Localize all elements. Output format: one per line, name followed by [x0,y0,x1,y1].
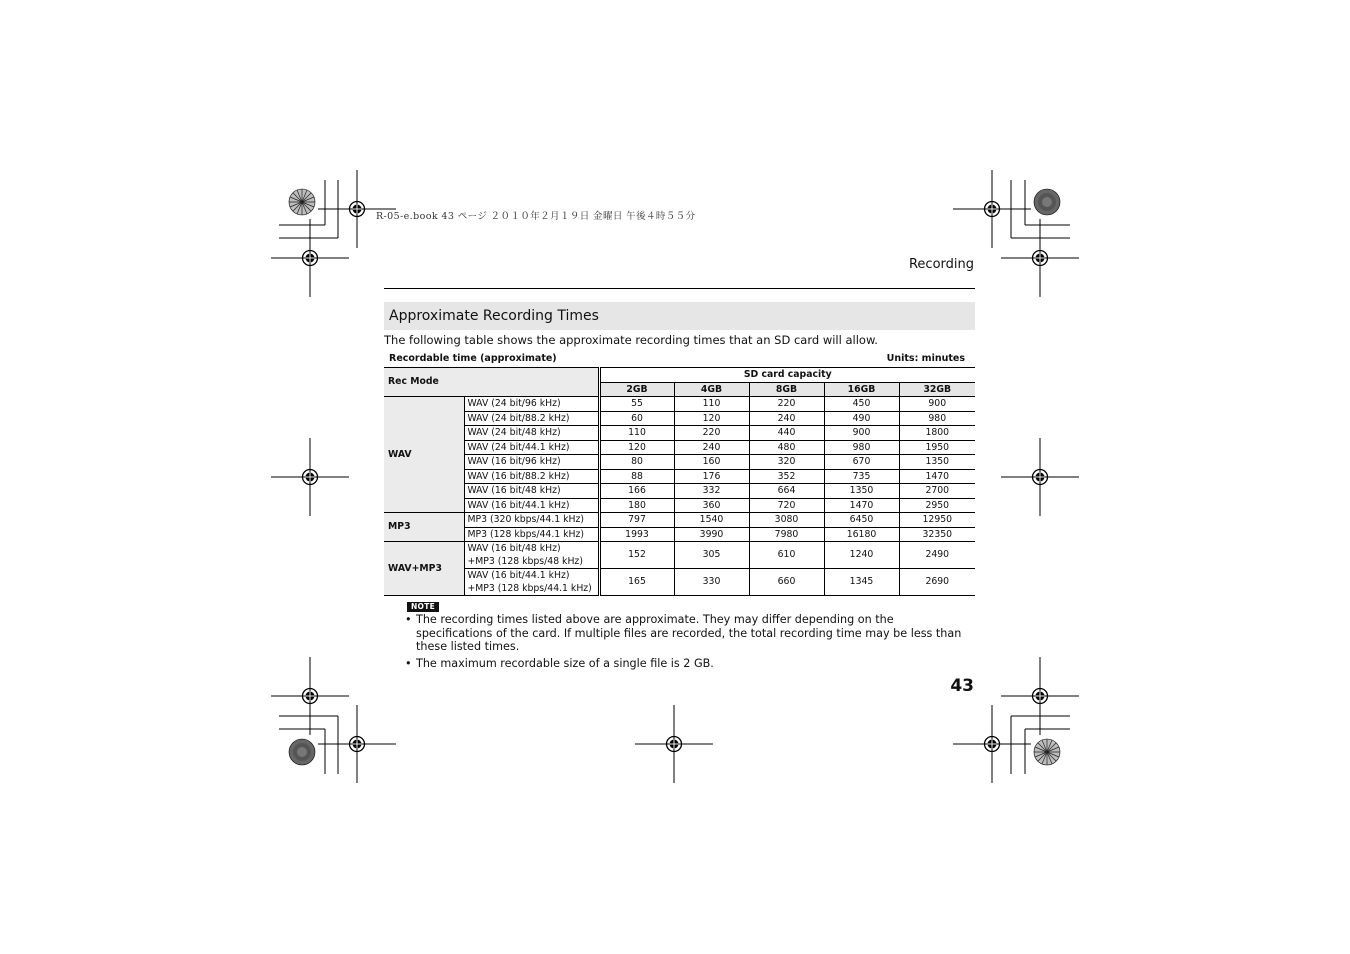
recording-time-cell: 330 [674,569,749,596]
recording-time-cell: 3080 [749,513,824,528]
recording-time-cell: 12950 [899,513,975,528]
recording-time-cell: 1345 [824,569,899,596]
rec-mode-cell [464,527,599,542]
recording-time-cell: 240 [674,440,749,455]
print-info: R-05-e.book 43 ページ ２０１０年２月１９日 金曜日 午後４時５５分 [376,211,696,222]
recording-time-cell: 1350 [899,455,975,470]
recording-time-cell: 220 [749,397,824,412]
recording-time-cell: 735 [824,469,899,484]
recording-time-cell: 165 [599,569,674,596]
rec-mode-cell [464,440,599,455]
rec-mode-cell [464,469,599,484]
recording-time-cell: 2950 [899,498,975,513]
rec-mode-cell [464,569,599,596]
recording-time-cell: 88 [599,469,674,484]
recording-time-cell: 152 [599,542,674,569]
recording-time-cell: 1470 [899,469,975,484]
table-row [384,397,975,412]
note-text: The recording times listed above are approximate. They may differ depending on the specifications of the card. If multiple files are recorded, the total recording time may be less than these listed times. [416,613,962,653]
recording-time-cell: 305 [674,542,749,569]
recording-time-cell: 670 [824,455,899,470]
note-label: NOTE [407,602,439,612]
recording-time-cell: 166 [599,484,674,499]
recording-time-cell: 490 [824,411,899,426]
note-text: The maximum recordable size of a single file is 2 GB. [416,656,714,670]
rec-mode-cell [464,498,599,513]
recording-times-table [384,367,975,596]
recording-time-cell: 120 [674,411,749,426]
table-row [384,569,975,596]
recording-time-cell: 610 [749,542,824,569]
recording-time-cell: 900 [899,397,975,412]
capacity-header: 4GB [674,382,749,397]
table-row [384,440,975,455]
recording-time-cell: 320 [749,455,824,470]
recording-time-cell: 55 [599,397,674,412]
recording-time-cell: 900 [824,426,899,441]
rec-mode-text: WAV (16 bit/44.1 kHz) [467,499,570,511]
rec-mode-cell [464,484,599,499]
recording-time-cell: 6450 [824,513,899,528]
recording-time-cell: 110 [599,426,674,441]
sd-capacity-header: SD card capacity [599,368,975,383]
capacity-header: 32GB [899,382,975,397]
bullet-icon: • [405,613,412,626]
recording-time-cell: 110 [674,397,749,412]
rec-mode-text: WAV (24 bit/88.2 kHz) [467,412,570,424]
rec-mode-text: WAV (16 bit/48 kHz) [467,543,561,554]
rec-mode-text: WAV (16 bit/88.2 kHz) [467,470,570,482]
capacity-header: 2GB [599,382,674,397]
recording-time-cell: 1800 [899,426,975,441]
table-caption: Recordable time (approximate) [389,353,557,364]
rec-mode-cell [464,542,599,569]
recording-time-cell: 2690 [899,569,975,596]
recording-time-cell: 360 [674,498,749,513]
recording-time-cell: 3990 [674,527,749,542]
recording-time-cell: 16180 [824,527,899,542]
intro-paragraph: The following table shows the approximate recording times that an SD card will allow. [384,333,878,347]
recording-time-cell: 32350 [899,527,975,542]
page-number: 43 [950,676,974,696]
rec-mode-text: +MP3 (128 kbps/48 kHz) [467,556,583,567]
table-row [384,484,975,499]
table-row [384,411,975,426]
rec-mode-text: +MP3 (128 kbps/44.1 kHz) [467,583,592,594]
recording-time-cell: 440 [749,426,824,441]
table-units: Units: minutes [886,353,965,364]
recording-time-cell: 720 [749,498,824,513]
mode-group-label: WAV+MP3 [384,542,464,596]
rec-mode-text: WAV (24 bit/44.1 kHz) [467,441,570,453]
recording-time-cell: 797 [599,513,674,528]
recording-time-cell: 180 [599,498,674,513]
note-item [405,613,965,654]
rec-mode-text: WAV (24 bit/48 kHz) [467,427,561,438]
table-header-row [384,368,975,383]
recording-time-cell: 332 [674,484,749,499]
rec-mode-cell [464,411,599,426]
rec-mode-text: WAV (16 bit/96 kHz) [467,456,561,467]
recording-time-cell: 80 [599,455,674,470]
recording-time-cell: 7980 [749,527,824,542]
recording-time-cell: 352 [749,469,824,484]
recording-time-cell: 664 [749,484,824,499]
recording-time-cell: 2700 [899,484,975,499]
section-title: Approximate Recording Times [384,302,975,330]
recording-time-cell: 1950 [899,440,975,455]
table-row [384,527,975,542]
note-item [405,657,965,671]
rec-mode-text: WAV (16 bit/44.1 kHz) [467,570,570,581]
table-row [384,498,975,513]
bullet-icon: • [405,656,412,670]
recording-time-cell: 1240 [824,542,899,569]
recording-time-cell: 120 [599,440,674,455]
rec-mode-cell [464,426,599,441]
header-rule [384,288,975,289]
table-row [384,513,975,528]
capacity-header: 8GB [749,382,824,397]
rec-mode-cell [464,455,599,470]
recording-time-cell: 2490 [899,542,975,569]
capacity-header: 16GB [824,382,899,397]
rec-mode-text: MP3 (128 kbps/44.1 kHz) [467,528,585,540]
table-row [384,455,975,470]
rec-mode-text: MP3 (320 kbps/44.1 kHz) [467,514,585,525]
mode-group-label: MP3 [384,513,464,542]
recording-time-cell: 980 [899,411,975,426]
rec-mode-text: WAV (16 bit/48 kHz) [467,485,561,496]
running-head: Recording [908,257,974,272]
rec-mode-header: Rec Mode [384,368,599,397]
recording-time-cell: 1350 [824,484,899,499]
recording-time-cell: 176 [674,469,749,484]
recording-time-cell: 1993 [599,527,674,542]
recording-time-cell: 660 [749,569,824,596]
recording-time-cell: 980 [824,440,899,455]
table-row [384,469,975,484]
rec-mode-cell [464,513,599,528]
recording-time-cell: 60 [599,411,674,426]
recording-time-cell: 1540 [674,513,749,528]
recording-time-cell: 450 [824,397,899,412]
recording-time-cell: 220 [674,426,749,441]
note-list [405,613,965,673]
recording-time-cell: 480 [749,440,824,455]
recording-time-cell: 240 [749,411,824,426]
recording-time-cell: 1470 [824,498,899,513]
table-row [384,542,975,569]
rec-mode-text: WAV (24 bit/96 kHz) [467,398,561,409]
recording-time-cell: 160 [674,455,749,470]
table-row [384,426,975,441]
rec-mode-cell [464,397,599,412]
mode-group-label: WAV [384,397,464,513]
table-body [384,397,975,596]
